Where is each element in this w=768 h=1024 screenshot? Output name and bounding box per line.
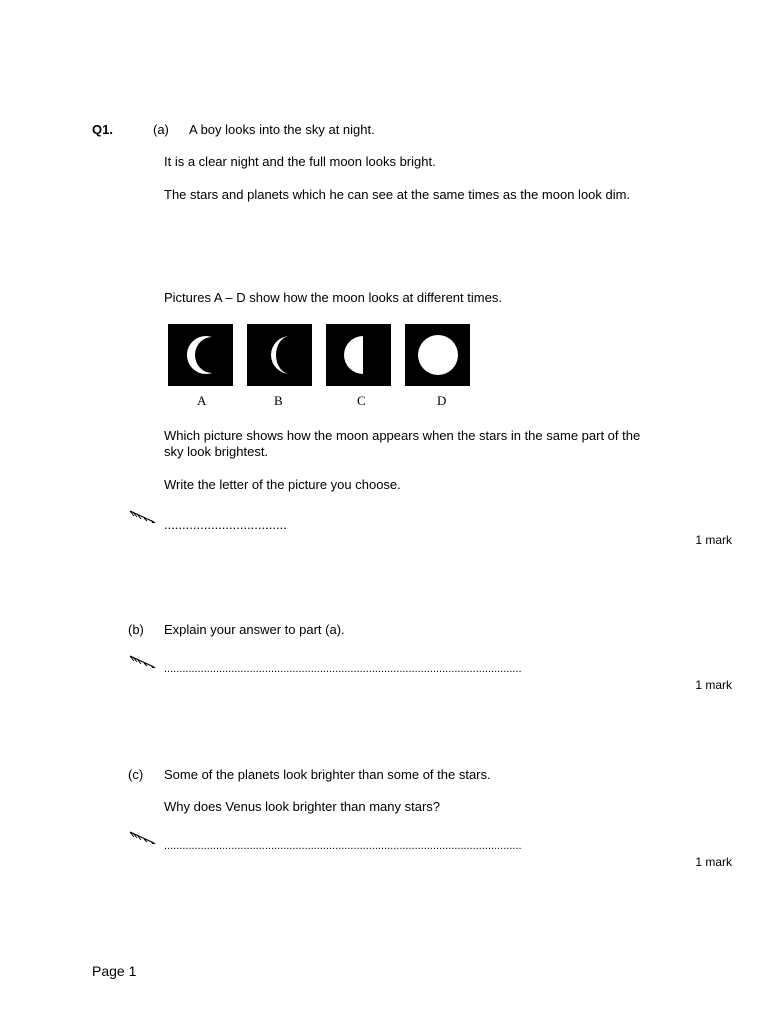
part-b-label: (b) [128,622,144,637]
part-a-prompt-line1: Which picture shows how the moon appears when the stars in the same part of the [164,428,641,443]
moon-label-a: A [197,393,207,408]
moon-half-icon [326,324,391,386]
pencil-icon [128,654,158,670]
moon-label-c: C [357,393,366,408]
part-a-answer-line[interactable]: .................................. [164,517,287,532]
moon-label-d: D [437,393,447,408]
part-a-line2: The stars and planets which he can see at the same times as the moon look dim. [164,187,631,202]
part-a-prompt-line2: sky look brightest. [164,444,269,459]
part-c-answer-line[interactable]: ..................................................................................................................... [164,840,522,852]
part-c-prompt: Why does Venus look brighter than many stars? [164,799,441,814]
part-a-intro: A boy looks into the sky at night. [189,122,375,137]
moon-picture-b [247,324,312,386]
part-c-line1: Some of the planets look brighter than some of the stars. [164,767,491,782]
part-c-marks: 1 mark [695,855,732,869]
moon-crescent-icon [247,324,312,386]
pictures-intro: Pictures A – D show how the moon looks at different times. [164,290,502,305]
part-a-marks: 1 mark [695,533,732,547]
pencil-icon [128,830,158,846]
moon-picture-d [405,324,470,386]
part-a-label: (a) [153,122,169,137]
moon-crescent-thin-icon [168,324,233,386]
page-number: Page 1 [92,963,137,979]
pencil-icon [128,509,158,525]
moon-picture-c [326,324,391,386]
part-a-instruction: Write the letter of the picture you choose. [164,477,401,492]
part-b-prompt: Explain your answer to part (a). [164,622,345,637]
moon-label-b: B [274,393,283,408]
moon-picture-a [168,324,233,386]
question-number: Q1. [92,122,113,137]
part-b-answer-line[interactable]: ..................................................................................................................... [164,663,522,675]
part-a-line1: It is a clear night and the full moon looks bright. [164,154,436,169]
part-b-marks: 1 mark [695,678,732,692]
part-c-label: (c) [128,767,144,782]
moon-full-icon [405,324,470,386]
